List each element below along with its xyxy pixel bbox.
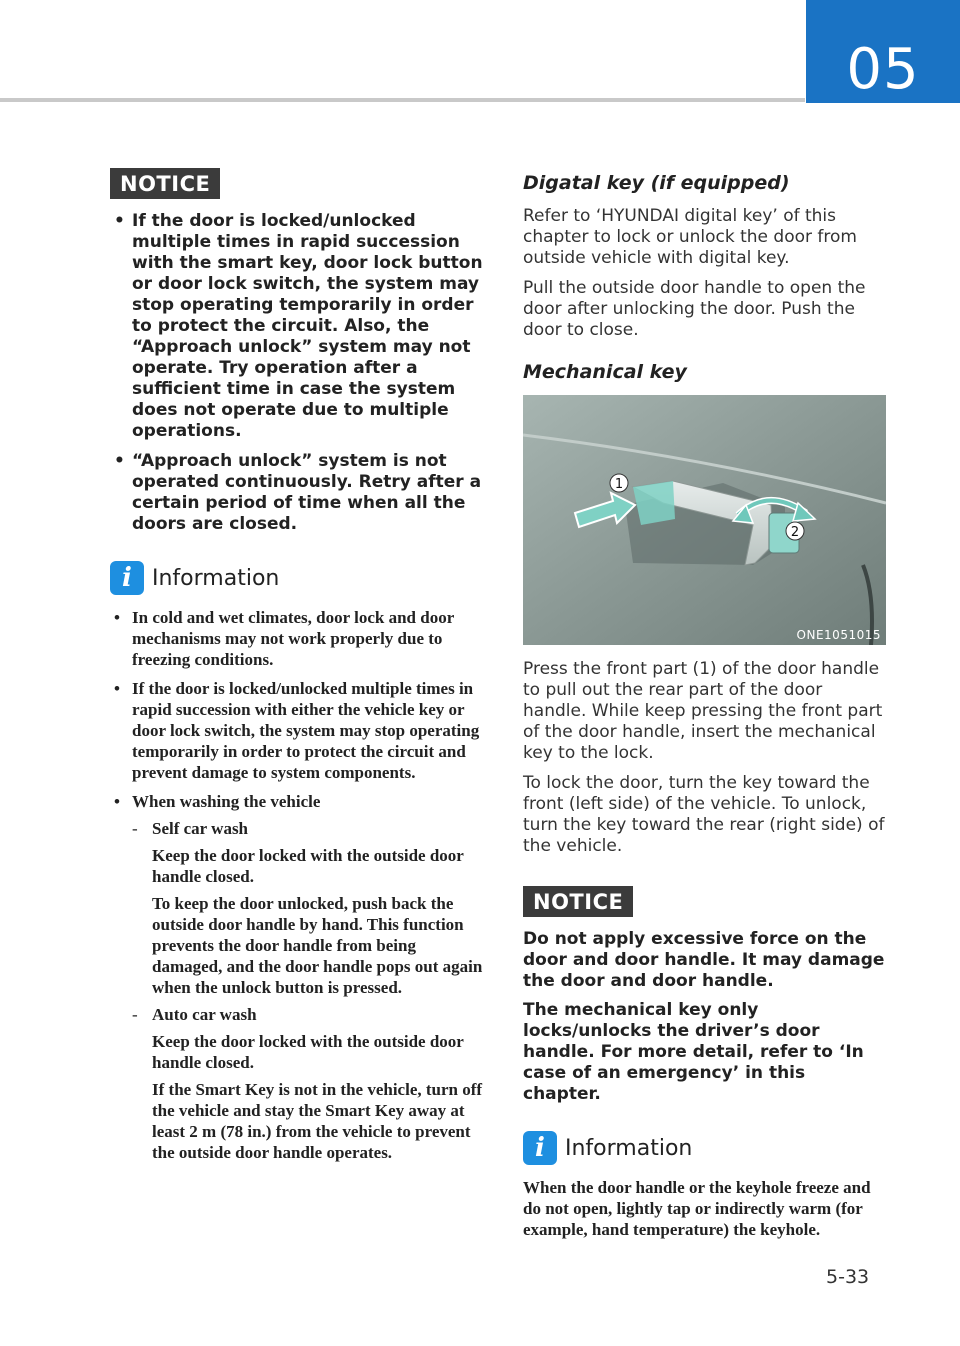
- digital-key-heading: Digatal key (if equipped): [523, 172, 790, 194]
- information-item: • If the door is locked/unlocked multiple times in rapid succession with either the vehicle key or door lock switch, the system may stop operating temporarily in order to protect the circuit and prevent damage to system components.: [110, 678, 490, 783]
- figure-code: ONE1051015: [796, 628, 881, 642]
- door-handle-illustration: [523, 395, 886, 645]
- self-car-wash: [132, 818, 490, 998]
- auto-car-wash-text: If the Smart Key is not in the vehicle, turn off the vehicle and stay the Smart Key away at least 2 m (78 in.) from the vehicle to prevent the outside door handle operates.: [152, 1080, 483, 1162]
- notice-item: • If the door is locked/unlocked multiple times in rapid succession with the smart key, door lock button or door lock switch, the system may stop operating temporarily in order to protect the circuit. Also, the “Approach unlock” system may not operate. Try operation after a sufficient time in case the system does not operate due to multiple operations.: [110, 211, 490, 442]
- information-header: [110, 561, 490, 595]
- information-item-washing: [110, 791, 490, 1163]
- page-number: 5-33: [826, 1266, 870, 1288]
- information-title: Information: [152, 565, 280, 591]
- self-car-wash-text: To keep the door unlocked, push back the outside door handle by hand. This function prevents the door handle from being damaged, and the door handle pops out again when the unlock button is pressed.: [152, 894, 483, 997]
- digital-key-text: Pull the outside door handle to open the door after unlocking the door. Push the door to close.: [523, 278, 866, 340]
- auto-car-wash: [132, 1004, 490, 1163]
- callout-2: 2: [790, 525, 800, 540]
- header-rule: [0, 98, 805, 102]
- information-title: Information: [565, 1135, 693, 1161]
- notice-text: The mechanical key only locks/unlocks the driver’s door handle. For more detail, refer to ‘In case of an emergency’ in this chapter.: [523, 1000, 864, 1104]
- callout-1: 1: [614, 477, 624, 492]
- washing-title: When washing the vehicle: [132, 792, 321, 811]
- right-column: [523, 172, 888, 1240]
- notice-text: Do not apply excessive force on the door and door handle. It may damage the door and door handle.: [523, 929, 885, 991]
- notice-item: • “Approach unlock” system is not operated continuously. Retry after a certain period of time when all the doors are closed.: [110, 451, 490, 535]
- auto-car-wash-text: Keep the door locked with the outside door handle closed.: [152, 1032, 464, 1072]
- dash-marker: -: [132, 819, 138, 838]
- door-handle-figure: [523, 395, 886, 645]
- chapter-tab: 05: [806, 0, 960, 103]
- self-car-wash-title: Self car wash: [152, 819, 249, 838]
- information-item: • In cold and wet climates, door lock and door mechanisms may not work properly due to freezing conditions.: [110, 607, 490, 670]
- dash-marker: -: [132, 1005, 138, 1024]
- mechanical-key-heading: Mechanical key: [523, 361, 687, 383]
- information-list: [110, 607, 490, 1163]
- notice-badge: NOTICE: [110, 168, 220, 199]
- information-text: When the door handle or the keyhole freeze and do not open, lightly tap or indirectly warm (for example, hand temperature) the keyhole.: [523, 1178, 871, 1239]
- info-icon: i: [523, 1131, 557, 1165]
- notice-badge: NOTICE: [523, 886, 633, 917]
- information-header: [523, 1131, 888, 1165]
- mechanical-key-text: Press the front part (1) of the door handle to pull out the rear part of the door handle. While keep pressing the front part of the door handle, insert the mechanical key to the lock.: [523, 659, 883, 763]
- mechanical-key-text: To lock the door, turn the key toward the front (left side) of the vehicle. To unlock, turn the key toward the rear (right side) of the vehicle.: [523, 773, 885, 856]
- notice-text-block: [523, 929, 888, 1105]
- digital-key-text: Refer to ‘HYUNDAI digital key’ of this chapter to lock or unlock the door from outside vehicle with digital key.: [523, 206, 857, 268]
- self-car-wash-text: Keep the door locked with the outside door handle closed.: [152, 846, 464, 886]
- left-column: [110, 168, 490, 1171]
- info-icon: i: [110, 561, 144, 595]
- auto-car-wash-title: Auto car wash: [152, 1005, 257, 1024]
- notice-list: [110, 211, 490, 535]
